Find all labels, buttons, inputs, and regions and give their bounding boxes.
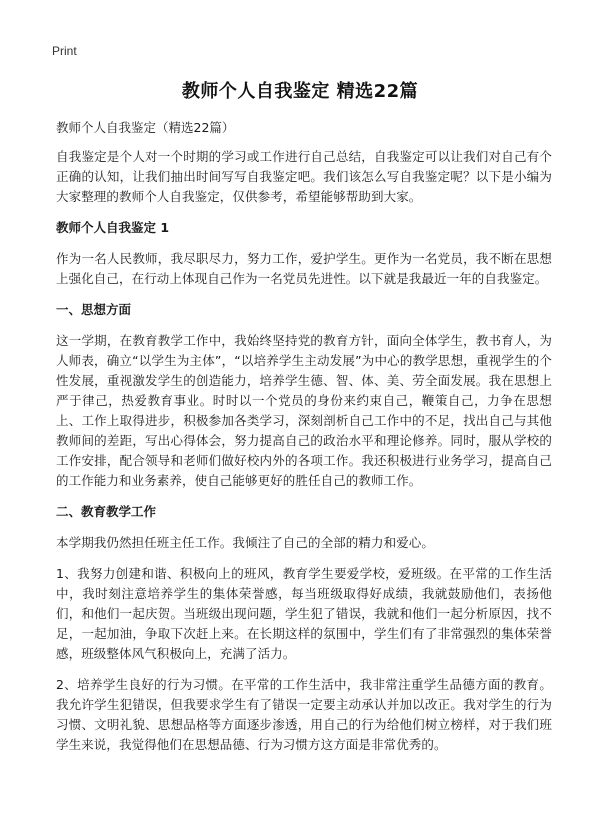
heading-thought: 一、思想方面 <box>56 302 132 317</box>
document-body <box>56 118 552 766</box>
page-title: 教师个人自我鉴定 精选22篇 <box>181 81 419 102</box>
print-link[interactable]: Print <box>52 44 77 58</box>
heading-teaching: 二、教育教学工作 <box>56 504 157 519</box>
document-subtitle: 教师个人自我鉴定（精选22篇） <box>56 120 235 135</box>
intro-paragraph: 自我鉴定是个人对一个时期的学习或工作进行自己总结，自我鉴定可以让我们对自己有个正确的认知，让我们抽出时间写写自我鉴定吧。我们该怎么写自我鉴定呢？以下是小编为大家整理的教师个人自我鉴定，仅供参考，希望能够帮助到大家。 <box>56 149 552 204</box>
section-1-intro: 作为一名人民教师，我尽职尽力，努力工作，爱护学生。更作为一名党员，我不断在思想上强化自己，在行动上体现自己作为一名党员先进性。以下就是我最近一年的自我鉴定。 <box>56 251 552 286</box>
teaching-item-1: 1、我努力创建和谐、积极向上的班风，教育学生要爱学校，爱班级。在平常的工作生活中，我时刻注意培养学生的集体荣誉感，每当班级取得好成绩，我就鼓励他们，表扬他们，和他们一起庆贺。当班级出现问题，学生犯了错误，我就和他们一起分析原因，找不足，一起加油，争取下次赶上来。在长期这样的氛围中，学生们有了非常强烈的集体荣誉感，班级整体风气积极向上，充满了活力。 <box>56 566 552 661</box>
teaching-intro: 本学期我仍然担任班主任工作。我倾注了自己的全部的精力和爱心。 <box>56 535 435 550</box>
thought-paragraph: 这一学期，在教育教学工作中，我始终坚持党的教育方针，面向全体学生，教书育人，为人师表，确立“以学生为主体”，“以培养学生主动发展”为中心的教学思想，重视学生的个性发展，重视激发学生的创造能力，培养学生德、智、体、美、劳全面发展。我在思想上严于律己，热爱教育事业。时时以一个党员的身份来约束自己，鞭策自己，力争在思想上、工作上取得进步，积极参加各类学习，深刻剖析自己工作中的不足，找出自己与其他教师间的差距，写出心得体会，努力提高自己的政治水平和理论修养。同时，服从学校的工作安排，配合领导和老师们做好校内外的各项工作。我还积极进行业务学习，提高自己的工作能力和业务素养，使自己能够更好的胜任自己的教师工作。 <box>56 333 552 488</box>
section-1-title: 教师个人自我鉴定 1 <box>56 220 170 235</box>
teaching-item-2: 2、培养学生良好的行为习惯。在平常的工作生活中，我非常注重学生品德方面的教育。我允许学生犯错误，但我要求学生有了错误一定要主动承认并加以改正。我对学生的行为习惯、文明礼貌、思想品格等方面逐步渗透，用自己的行为给他们树立榜样，对于我们班学生来说，我觉得他们在思想品德、行为习惯方这方面是非常优秀的。 <box>56 677 552 752</box>
